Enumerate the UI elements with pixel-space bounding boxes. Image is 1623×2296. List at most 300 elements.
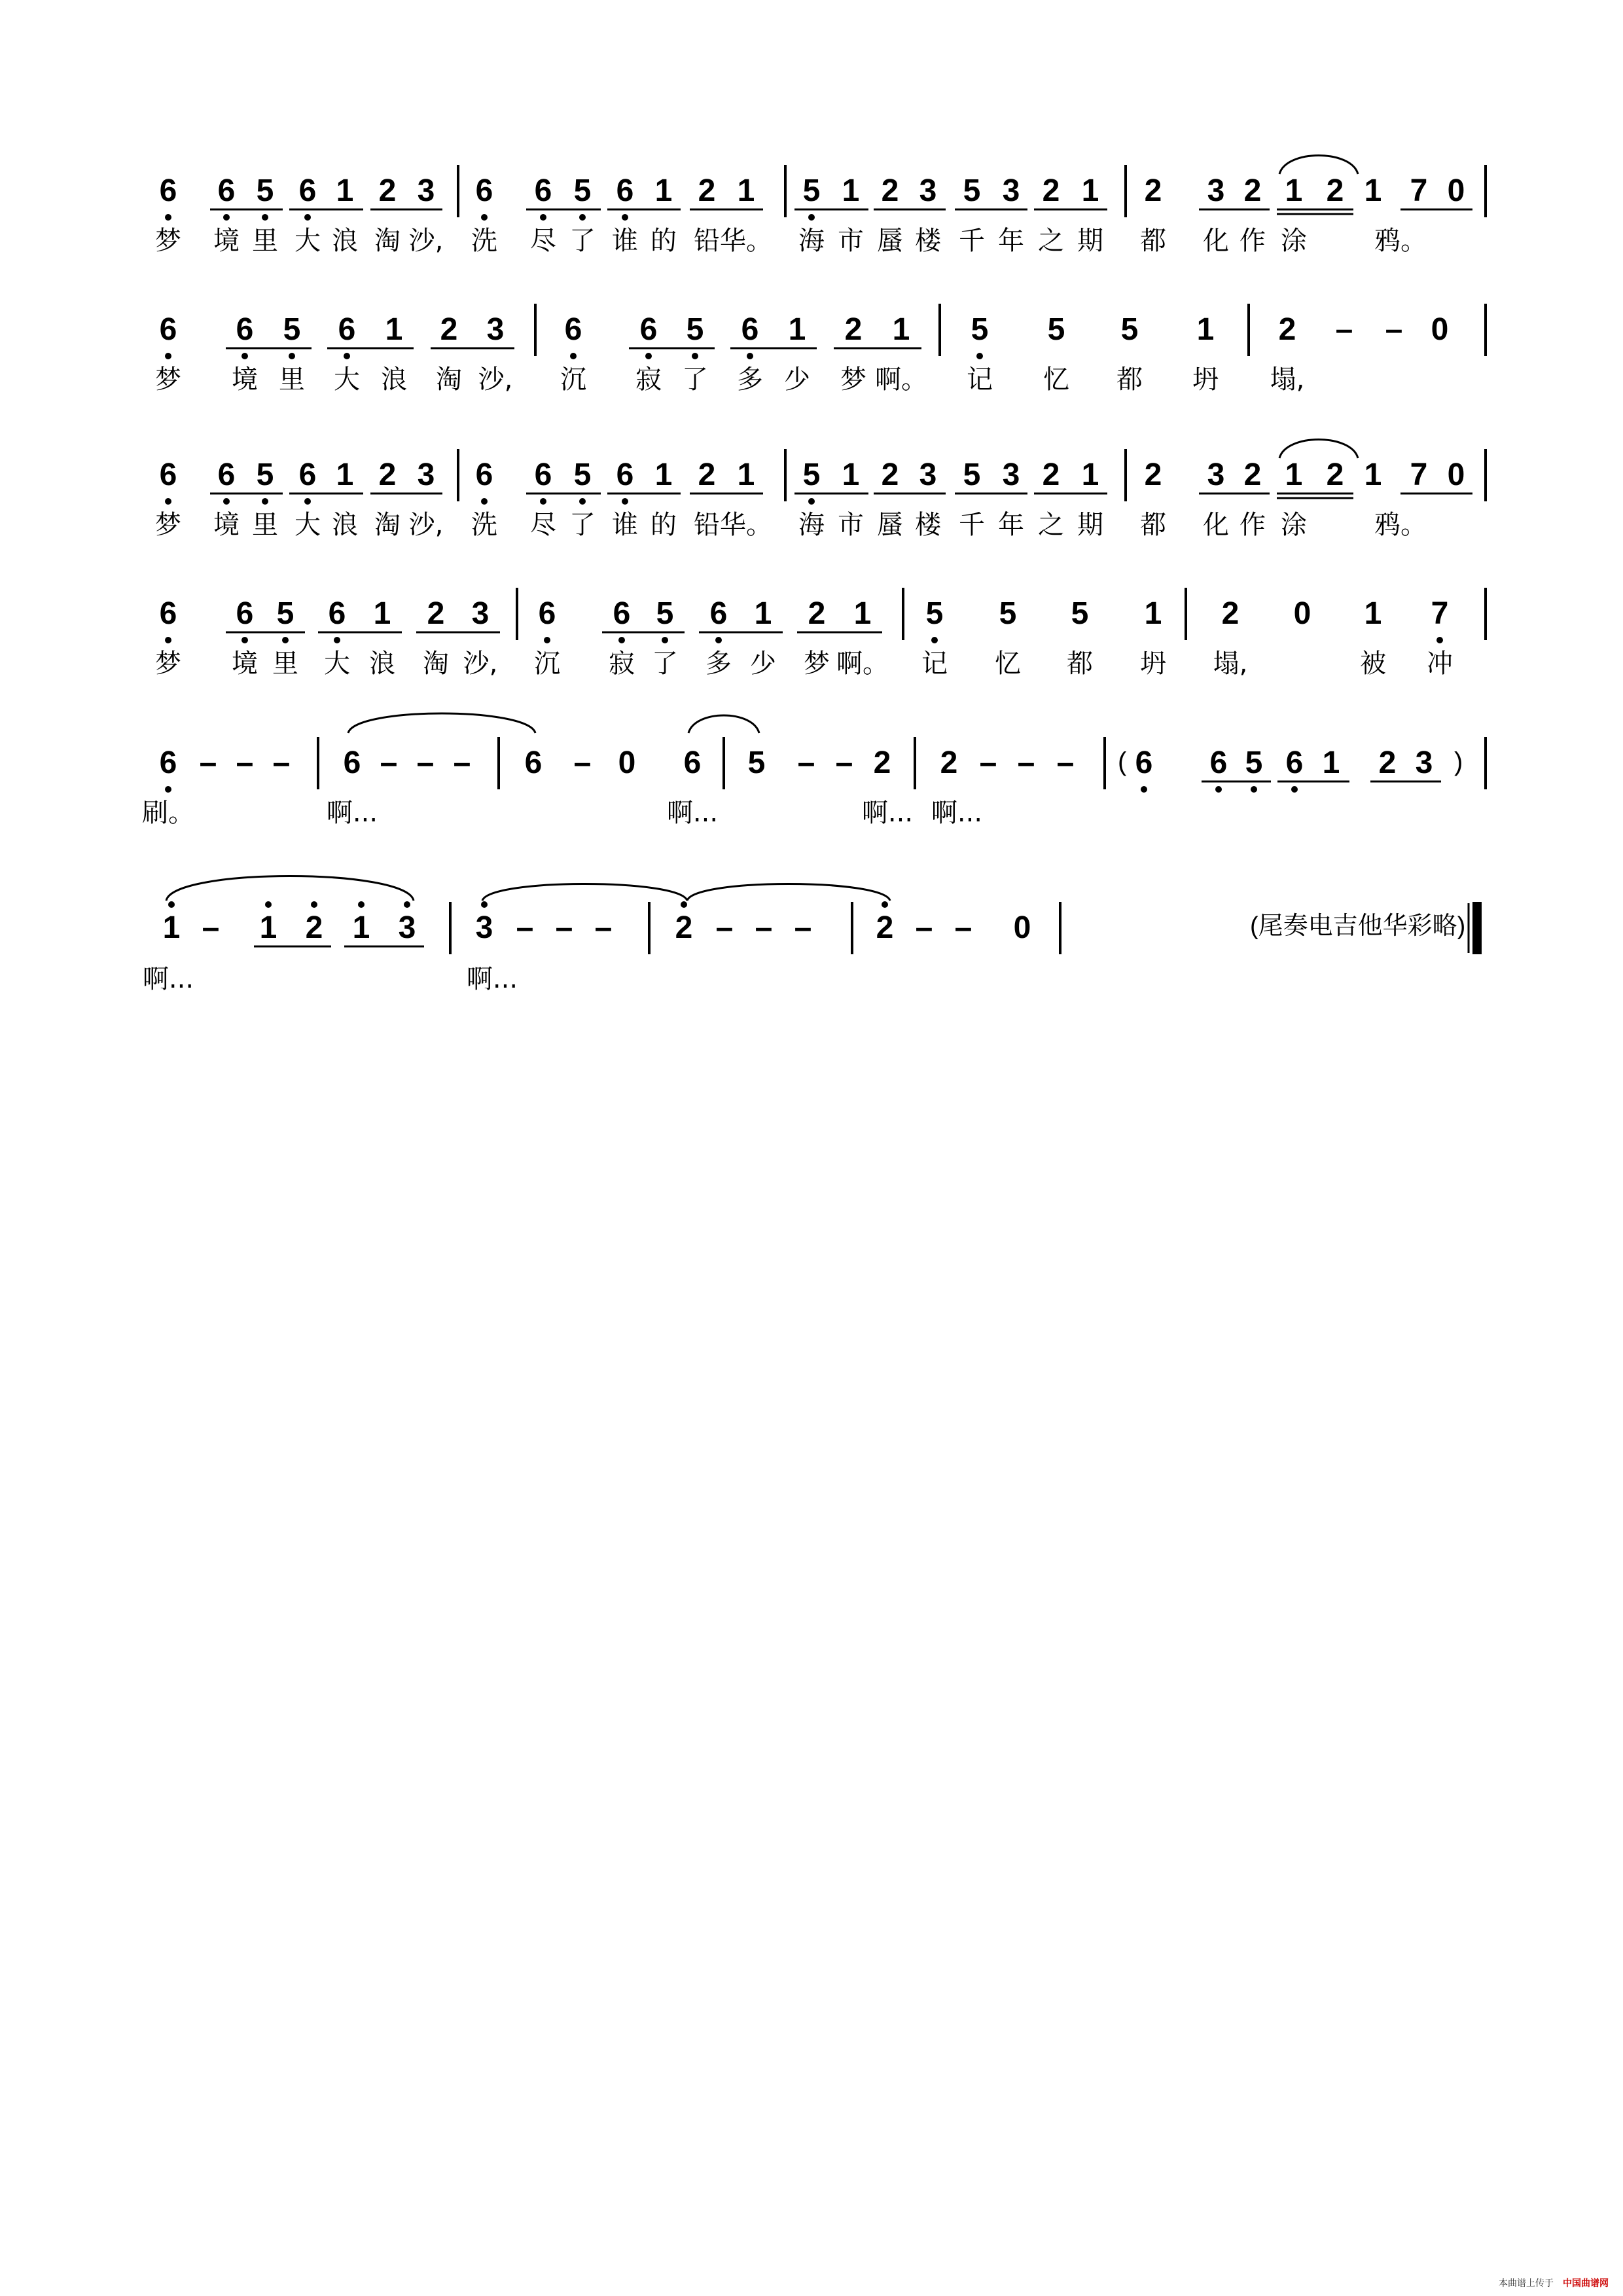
lyric: 的 xyxy=(651,510,677,540)
octave-dot xyxy=(645,353,652,359)
lyric: 里 xyxy=(272,649,298,679)
lyric: 沉 xyxy=(560,365,586,395)
note: 5 xyxy=(1071,596,1089,631)
note: 6 xyxy=(613,596,631,631)
lyric: 谁 xyxy=(612,226,638,256)
octave-dot xyxy=(304,498,311,505)
lyric: 梦 xyxy=(840,365,866,395)
note: 2 xyxy=(881,173,899,208)
lyric: 大 xyxy=(294,510,321,540)
lyric: 蜃 xyxy=(877,226,903,256)
note: 0 xyxy=(618,745,636,780)
lyric: 都 xyxy=(1140,510,1166,540)
note: 6 xyxy=(298,173,317,208)
note: 1 xyxy=(336,173,354,208)
note: 5 xyxy=(963,457,981,492)
note: 1 xyxy=(754,596,772,631)
lyric: 大 xyxy=(294,226,321,256)
lyric: 坍 xyxy=(1192,365,1219,395)
lyric: 刷。 xyxy=(142,798,194,828)
note: 6 xyxy=(1135,745,1153,780)
lyric: 被 xyxy=(1360,649,1386,679)
octave-dot xyxy=(481,498,488,505)
note: 2 xyxy=(698,173,716,208)
lyric: 淘 xyxy=(374,510,401,540)
lyric: 都 xyxy=(1116,365,1143,395)
octave-dot xyxy=(618,637,625,643)
lyric: 年 xyxy=(998,226,1024,256)
slur xyxy=(1279,156,1358,175)
note: 1 xyxy=(259,910,277,945)
lyric: 铅 xyxy=(694,510,720,540)
octave-dot xyxy=(882,901,888,908)
octave-dot xyxy=(579,214,586,221)
octave-dot xyxy=(540,498,546,505)
footer-text: 本曲谱上传于 xyxy=(1499,2278,1554,2289)
note: 1 xyxy=(737,173,755,208)
lyric: 铅 xyxy=(694,226,720,256)
note: 0 xyxy=(1447,457,1465,492)
octave-dot xyxy=(165,637,171,643)
lyric: 啊... xyxy=(326,798,378,828)
note: 5 xyxy=(573,173,592,208)
octave-dot xyxy=(808,498,815,505)
note: 1 xyxy=(1144,596,1162,631)
note: 1 xyxy=(1322,745,1340,780)
note: 2 xyxy=(675,910,693,945)
note: 2 xyxy=(881,457,899,492)
note: 6 xyxy=(534,173,552,208)
note: 3 xyxy=(1002,457,1020,492)
note: 2 xyxy=(876,910,894,945)
lyric: 沙, xyxy=(463,649,498,679)
note: 1 xyxy=(1364,457,1382,492)
note: – xyxy=(516,910,534,945)
lyric: 年 xyxy=(998,510,1024,540)
lyric: 梦 xyxy=(155,226,181,256)
octave-dot xyxy=(579,498,586,505)
note: – xyxy=(954,910,972,945)
note: – xyxy=(202,910,220,945)
note: 5 xyxy=(747,745,766,780)
note: 2 xyxy=(378,173,397,208)
note: 6 xyxy=(217,173,236,208)
lyric: 市 xyxy=(838,510,864,540)
octave-dot xyxy=(311,901,317,908)
note: 3 xyxy=(919,457,937,492)
octave-dot xyxy=(223,498,230,505)
note: 6 xyxy=(159,596,177,631)
note: 3 xyxy=(486,312,505,347)
note: 2 xyxy=(1042,457,1060,492)
note: 1 xyxy=(1081,173,1099,208)
note: 6 xyxy=(217,457,236,492)
slur xyxy=(687,884,890,901)
octave-dot xyxy=(481,901,488,908)
octave-dot xyxy=(692,353,698,359)
note: 5 xyxy=(656,596,674,631)
lyric: 海 xyxy=(798,226,825,256)
note: 3 xyxy=(1415,745,1433,780)
octave-dot xyxy=(662,637,668,643)
lyric: 梦 xyxy=(155,365,181,395)
note: 1 xyxy=(1081,457,1099,492)
note: 3 xyxy=(417,457,435,492)
lyric: 鸦。 xyxy=(1374,510,1427,540)
lyric: 沙, xyxy=(408,510,444,540)
note: 3 xyxy=(919,173,937,208)
lyric: 之 xyxy=(1038,226,1064,256)
lyric: 啊... xyxy=(931,798,983,828)
lyric: 千 xyxy=(959,226,985,256)
note: 5 xyxy=(802,457,821,492)
note: 1 xyxy=(1196,312,1215,347)
octave-dot xyxy=(262,498,268,505)
lyric: 海 xyxy=(798,510,825,540)
note: 1 xyxy=(162,910,181,945)
note: 2 xyxy=(1326,457,1344,492)
lyric: 期 xyxy=(1077,510,1103,540)
note: 2 xyxy=(808,596,826,631)
note: – xyxy=(755,910,773,945)
lyric: 啊... xyxy=(861,798,914,828)
lyric: 了 xyxy=(682,365,708,395)
octave-dot xyxy=(481,214,488,221)
octave-dot xyxy=(334,637,340,643)
lyric: 淘 xyxy=(423,649,449,679)
note: 1 xyxy=(373,596,391,631)
lyric: 涂 xyxy=(1281,510,1307,540)
lyric: 蜃 xyxy=(877,510,903,540)
octave-dot xyxy=(1215,786,1222,793)
octave-dot xyxy=(165,498,171,505)
octave-dot xyxy=(344,353,350,359)
lyric: 作 xyxy=(1240,510,1266,540)
octave-dot xyxy=(358,901,365,908)
note: 5 xyxy=(999,596,1017,631)
octave-dot xyxy=(1436,637,1443,643)
lyric: 梦 xyxy=(155,649,181,679)
note: – xyxy=(794,910,812,945)
note: 2 xyxy=(1221,596,1240,631)
note: 2 xyxy=(427,596,445,631)
note: – xyxy=(453,745,471,780)
note: 1 xyxy=(892,312,910,347)
lyric: 期 xyxy=(1077,226,1103,256)
lyric: 楼 xyxy=(915,226,941,256)
note: 6 xyxy=(236,312,254,347)
note: 6 xyxy=(328,596,346,631)
lyric: 境 xyxy=(232,365,258,395)
slur xyxy=(1279,440,1358,459)
note: – xyxy=(1385,312,1403,347)
lyric: 大 xyxy=(324,649,350,679)
note: 1 xyxy=(842,173,860,208)
octave-dot xyxy=(289,353,295,359)
note: 2 xyxy=(1278,312,1296,347)
octave-dot xyxy=(223,214,230,221)
slur xyxy=(688,715,759,733)
note: – xyxy=(1056,745,1075,780)
note: 6 xyxy=(564,312,582,347)
lyric: 尽 xyxy=(530,226,556,256)
octave-dot xyxy=(622,498,628,505)
slur xyxy=(166,876,414,901)
note: 5 xyxy=(971,312,989,347)
note: 1 xyxy=(654,173,673,208)
octave-dot xyxy=(165,786,171,793)
note: – xyxy=(797,745,815,780)
lyric: 尽 xyxy=(530,510,556,540)
slur xyxy=(482,884,687,901)
note: 5 xyxy=(1120,312,1139,347)
note: 3 xyxy=(1207,173,1225,208)
note: 1 xyxy=(788,312,806,347)
note: 2 xyxy=(873,745,891,780)
note: – xyxy=(573,745,592,780)
note: – xyxy=(835,745,853,780)
lyric: 市 xyxy=(838,226,864,256)
note: 1 xyxy=(1364,173,1382,208)
note: 5 xyxy=(256,457,274,492)
note: – xyxy=(380,745,398,780)
final-bar-thick xyxy=(1474,903,1480,953)
lyric: 啊。 xyxy=(836,649,889,679)
lyric: 了 xyxy=(569,510,596,540)
note: 0 xyxy=(1431,312,1449,347)
lyric: 冲 xyxy=(1427,649,1453,679)
lyric: 华。 xyxy=(720,226,772,256)
note: 6 xyxy=(616,457,634,492)
note: 6 xyxy=(159,457,177,492)
lyric: 了 xyxy=(652,649,678,679)
octave-dot xyxy=(931,637,938,643)
lyric: 浪 xyxy=(332,510,358,540)
lyric: 鸦。 xyxy=(1374,226,1427,256)
octave-dot xyxy=(265,901,272,908)
note: 2 xyxy=(844,312,863,347)
lyric: 都 xyxy=(1140,226,1166,256)
note: 7 xyxy=(1410,457,1428,492)
lyric: 塌, xyxy=(1270,365,1305,395)
remark-outro: (尾奏电吉他华彩略) xyxy=(1250,912,1466,940)
paren-open: ( xyxy=(1118,747,1127,776)
lyric: 境 xyxy=(213,510,240,540)
octave-dot xyxy=(681,901,687,908)
lyric: 作 xyxy=(1240,226,1266,256)
lyric: 记 xyxy=(921,649,948,679)
note: 0 xyxy=(1293,596,1311,631)
lyric: 化 xyxy=(1203,510,1229,540)
octave-dot xyxy=(976,353,983,359)
octave-dot xyxy=(304,214,311,221)
note: 2 xyxy=(378,457,397,492)
note: – xyxy=(594,910,613,945)
octave-dot xyxy=(241,353,248,359)
note: 1 xyxy=(336,457,354,492)
note: 1 xyxy=(352,910,370,945)
note: 3 xyxy=(1002,173,1020,208)
octave-dot xyxy=(1141,786,1147,793)
octave-dot xyxy=(1291,786,1298,793)
note: 6 xyxy=(741,312,759,347)
octave-dot xyxy=(715,637,722,643)
note: 6 xyxy=(159,312,177,347)
octave-dot xyxy=(622,214,628,221)
note: 6 xyxy=(683,745,702,780)
octave-dot xyxy=(168,901,175,908)
lyric: 的 xyxy=(651,226,677,256)
slur xyxy=(348,713,535,733)
octave-dot xyxy=(404,901,410,908)
lyric: 涂 xyxy=(1281,226,1307,256)
lyric: 多 xyxy=(737,365,763,395)
note: – xyxy=(715,910,734,945)
note: 6 xyxy=(709,596,728,631)
lyric: 梦 xyxy=(155,510,181,540)
octave-dot xyxy=(241,637,248,643)
lyric: 啊... xyxy=(142,964,194,994)
paren-close: ) xyxy=(1454,747,1463,776)
lyric: 塌, xyxy=(1213,649,1248,679)
lyric: 坍 xyxy=(1140,649,1166,679)
octave-dot xyxy=(165,214,171,221)
lyric: 千 xyxy=(959,510,985,540)
note: 1 xyxy=(654,457,673,492)
lyric: 浪 xyxy=(369,649,395,679)
note: – xyxy=(915,910,933,945)
note: 5 xyxy=(802,173,821,208)
octave-dot xyxy=(808,214,815,221)
note: 2 xyxy=(1326,173,1344,208)
lyric: 多 xyxy=(705,649,732,679)
lyric: 洗 xyxy=(471,226,497,256)
note: – xyxy=(1335,312,1353,347)
note: – xyxy=(199,745,217,780)
lyric: 里 xyxy=(279,365,305,395)
lyric: 少 xyxy=(750,649,776,679)
octave-dot xyxy=(747,353,753,359)
lyric: 忆 xyxy=(995,649,1021,679)
lyric: 华。 xyxy=(720,510,772,540)
note: – xyxy=(1017,745,1035,780)
note: 5 xyxy=(276,596,294,631)
note: 5 xyxy=(573,457,592,492)
note: 1 xyxy=(842,457,860,492)
note: 5 xyxy=(963,173,981,208)
note: 2 xyxy=(1243,457,1262,492)
lyric: 忆 xyxy=(1043,365,1069,395)
note: 6 xyxy=(338,312,356,347)
note: 2 xyxy=(1144,457,1162,492)
octave-dot xyxy=(1251,786,1257,793)
lyric: 化 xyxy=(1203,226,1229,256)
lyric: 淘 xyxy=(374,226,401,256)
note: 3 xyxy=(417,173,435,208)
lyric: 洗 xyxy=(471,510,497,540)
lyric: 之 xyxy=(1038,510,1064,540)
note: 5 xyxy=(1047,312,1065,347)
note: 1 xyxy=(853,596,872,631)
note: 7 xyxy=(1431,596,1449,631)
octave-dot xyxy=(262,214,268,221)
lyric: 都 xyxy=(1067,649,1093,679)
note: 6 xyxy=(1285,745,1304,780)
note: 6 xyxy=(534,457,552,492)
lyric: 浪 xyxy=(381,365,407,395)
note: 0 xyxy=(1447,173,1465,208)
lyric: 少 xyxy=(784,365,810,395)
note: 1 xyxy=(737,457,755,492)
note: 1 xyxy=(1285,457,1303,492)
note: 5 xyxy=(686,312,704,347)
footer-logo: 中国曲谱网 xyxy=(1563,2278,1609,2289)
note: – xyxy=(979,745,997,780)
lyric: 里 xyxy=(252,510,278,540)
note: 6 xyxy=(616,173,634,208)
note: 6 xyxy=(1209,745,1228,780)
octave-dot xyxy=(570,353,577,359)
note: 5 xyxy=(925,596,944,631)
note: 6 xyxy=(475,173,493,208)
note: 1 xyxy=(385,312,403,347)
note: – xyxy=(236,745,254,780)
lyric: 啊。 xyxy=(875,365,927,395)
octave-dot xyxy=(282,637,289,643)
note: 6 xyxy=(475,457,493,492)
note: 2 xyxy=(440,312,458,347)
note: 5 xyxy=(256,173,274,208)
lyric: 寂 xyxy=(609,649,635,679)
octave-dot xyxy=(544,637,550,643)
note: 3 xyxy=(471,596,490,631)
note: 6 xyxy=(639,312,658,347)
note: 2 xyxy=(1378,745,1397,780)
lyric: 境 xyxy=(232,649,258,679)
note: 3 xyxy=(398,910,416,945)
lyric: 里 xyxy=(252,226,278,256)
octave-dot xyxy=(165,353,171,359)
lyric: 谁 xyxy=(612,510,638,540)
octave-dot xyxy=(540,214,546,221)
note: 7 xyxy=(1410,173,1428,208)
lyric: 淘 xyxy=(436,365,462,395)
note: 5 xyxy=(283,312,301,347)
note: 6 xyxy=(524,745,543,780)
note: – xyxy=(272,745,291,780)
note: 6 xyxy=(298,457,317,492)
note: 1 xyxy=(1364,596,1382,631)
note: 2 xyxy=(1144,173,1162,208)
lyric: 了 xyxy=(569,226,596,256)
note: 6 xyxy=(159,745,177,780)
note: 3 xyxy=(475,910,493,945)
note: 2 xyxy=(1042,173,1060,208)
note: 0 xyxy=(1013,910,1031,945)
lyric: 梦 xyxy=(804,649,830,679)
lyric: 境 xyxy=(213,226,240,256)
note: 1 xyxy=(1285,173,1303,208)
lyric: 记 xyxy=(967,365,993,395)
note: 6 xyxy=(159,173,177,208)
note: 2 xyxy=(940,745,958,780)
lyric: 啊... xyxy=(466,964,518,994)
lyric: 浪 xyxy=(332,226,358,256)
lyric: 大 xyxy=(334,365,360,395)
note: 2 xyxy=(305,910,323,945)
lyric: 啊... xyxy=(666,798,719,828)
note: 5 xyxy=(1245,745,1263,780)
